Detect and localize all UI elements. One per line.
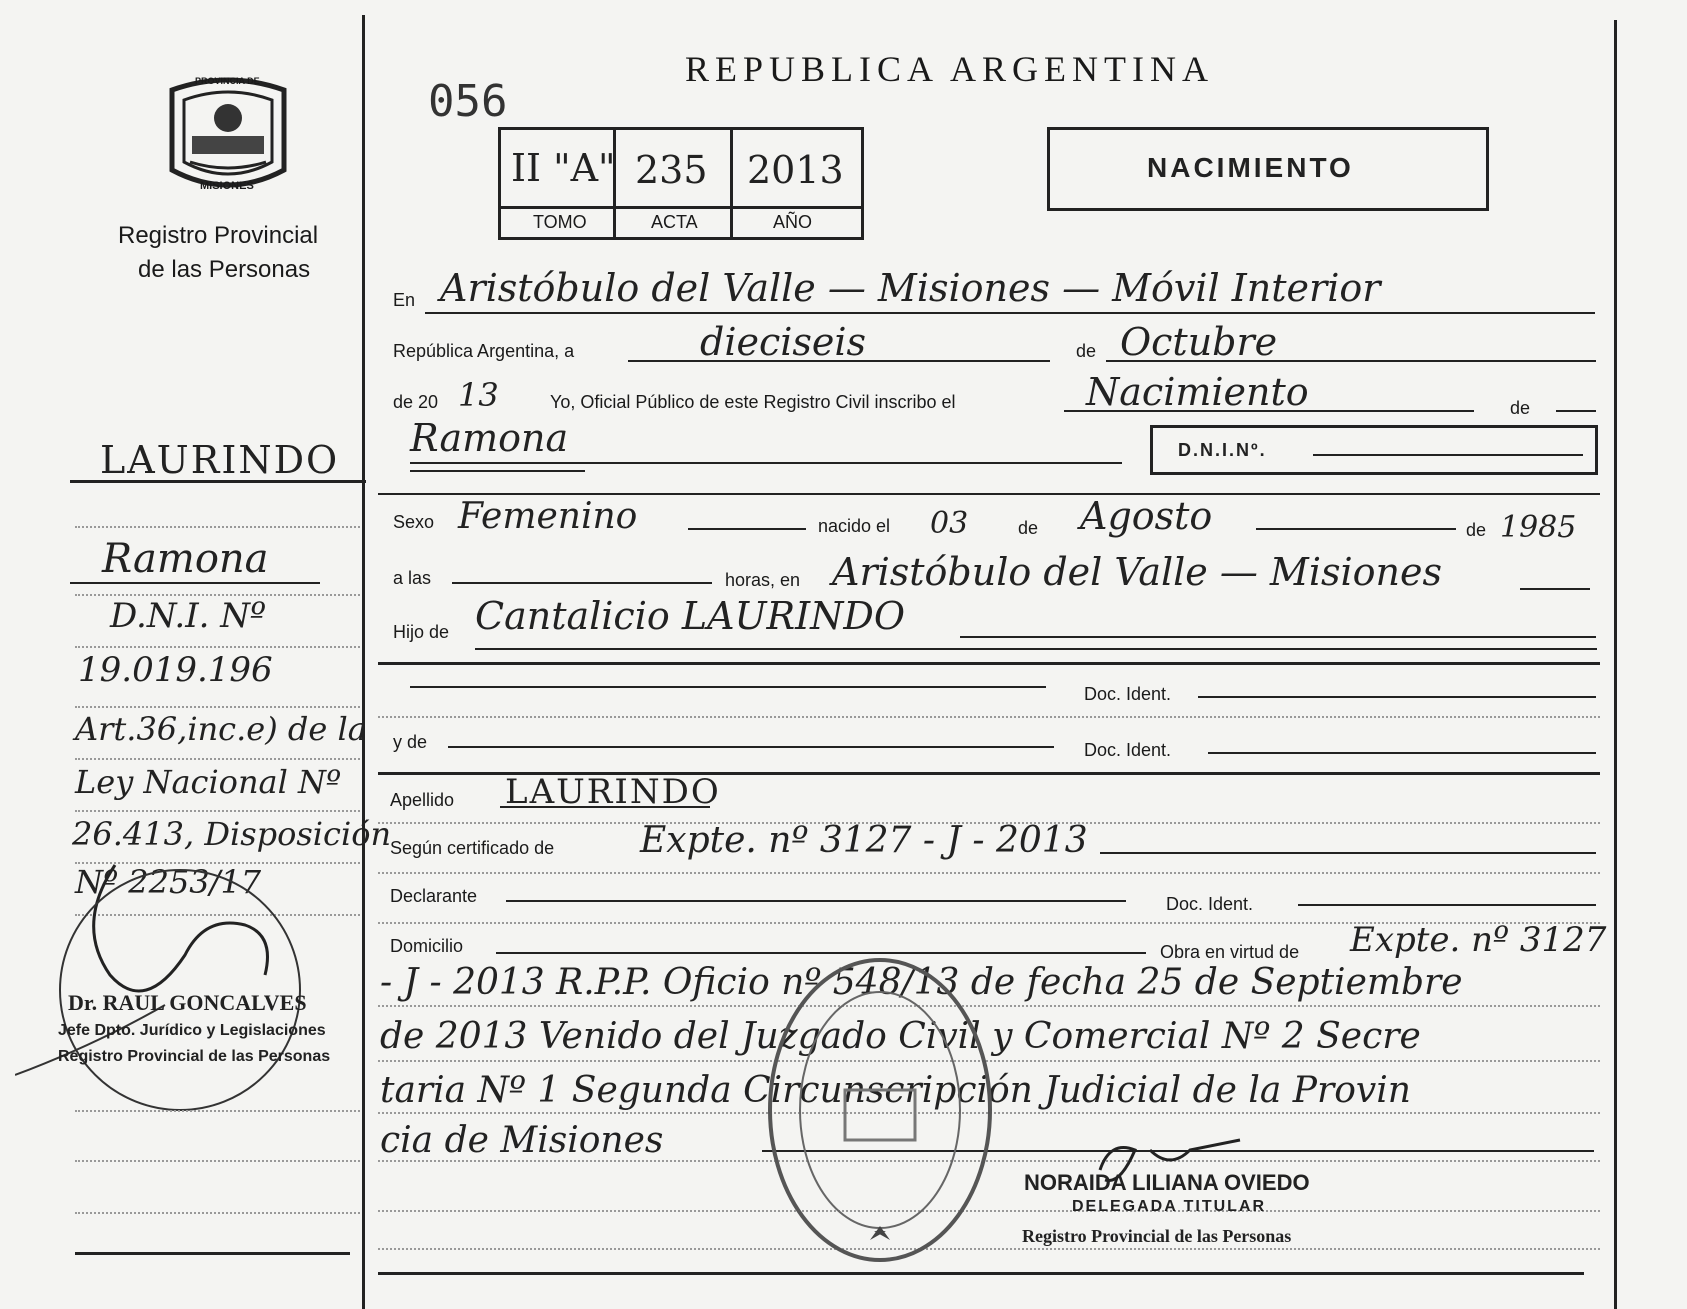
domicilio-label: Domicilio bbox=[390, 936, 464, 956]
sidebar-dots-3 bbox=[75, 646, 360, 648]
left-signature bbox=[15, 845, 315, 1125]
body-line-1: - J - 2013 R.P.P. Oficio nº 548/13 de fecha 25 de Septiembre bbox=[380, 962, 1463, 1003]
sidebar-surname-underline bbox=[70, 480, 366, 483]
birth-year-de: de bbox=[1466, 520, 1487, 540]
en-line bbox=[425, 312, 1595, 314]
sidebar-dots-4 bbox=[75, 706, 360, 708]
official-name: NORAIDA LILIANA OVIEDO bbox=[1024, 1170, 1310, 1195]
sidebar-note-line-6: Nº 2253/17 bbox=[75, 863, 262, 901]
day-value: dieciseis bbox=[700, 320, 867, 364]
tomo-value: II "A" bbox=[511, 146, 616, 190]
record-type: NACIMIENTO bbox=[1147, 152, 1354, 183]
horas-label: horas, en bbox=[725, 570, 801, 590]
month-line bbox=[1106, 360, 1596, 362]
sidebar-given-name-underline bbox=[70, 582, 320, 584]
record-type-box bbox=[1047, 127, 1489, 211]
segun-label: Según certificado de bbox=[390, 838, 555, 858]
left-signer-title-2: Registro Provincial de las Personas bbox=[58, 1048, 331, 1065]
act-value: Nacimiento bbox=[1086, 370, 1309, 414]
declarante-label: Declarante bbox=[390, 886, 478, 906]
de-line-2 bbox=[1556, 410, 1596, 412]
sidebar-note-line-3: Art.36,inc.e) de la bbox=[75, 710, 367, 748]
dni-box bbox=[1150, 425, 1598, 475]
obra-label: Obra en virtud de bbox=[1160, 942, 1300, 962]
birth-place-line bbox=[1520, 588, 1590, 590]
month-value: Octubre bbox=[1120, 320, 1278, 364]
republica-label: República Argentina, a bbox=[393, 341, 575, 361]
doc-ident-label-2: Doc. Ident. bbox=[1084, 740, 1172, 760]
de-label: de bbox=[1076, 341, 1097, 361]
en-label: En bbox=[393, 290, 416, 310]
doc-ident-label-3: Doc. Ident. bbox=[1166, 894, 1254, 914]
parent-1: Cantalicio LAURINDO bbox=[475, 594, 906, 638]
left-panel-border bbox=[362, 15, 365, 1309]
alas-line bbox=[452, 582, 712, 584]
sidebar-note-line-4: Ley Nacional Nº bbox=[75, 763, 342, 801]
tomo-label: TOMO bbox=[533, 212, 587, 232]
day-line bbox=[628, 360, 1050, 362]
year-value: 13 bbox=[458, 376, 499, 414]
sidebar-surname: LAURINDO bbox=[100, 438, 340, 482]
body-line-3: taria Nº 1 Segunda Circunscripción Judicial de la Provin bbox=[380, 1070, 1411, 1111]
nacido-label: nacido el bbox=[818, 516, 891, 536]
sidebar-dots-11 bbox=[75, 1212, 360, 1214]
en-value: Aristóbulo del Valle — Misiones — Móvil Interior bbox=[440, 266, 1381, 310]
doc-ident-label-1: Doc. Ident. bbox=[1084, 684, 1172, 704]
section-divider-1 bbox=[378, 493, 1600, 495]
alas-label: a las bbox=[393, 568, 432, 588]
country-title: REPUBLICA ARGENTINA bbox=[685, 49, 1215, 89]
sidebar-note-line-1: D.N.I. Nº bbox=[110, 596, 267, 636]
segun-value: Expte. nº 3127 - J - 2013 bbox=[640, 820, 1088, 861]
obra-value: Expte. nº 3127 bbox=[1350, 920, 1607, 960]
hijo-label: Hijo de bbox=[393, 622, 450, 642]
office-name-line1: Registro Provincial bbox=[118, 222, 319, 249]
apellido-line bbox=[500, 806, 710, 808]
body-line-4: cia de Misiones bbox=[380, 1120, 664, 1161]
sidebar-bottom-line bbox=[75, 1252, 350, 1255]
page-number: 056 bbox=[428, 76, 508, 127]
birth-day: 03 bbox=[930, 506, 969, 541]
declarante-line bbox=[506, 900, 1126, 902]
segun-line bbox=[1100, 852, 1596, 854]
official-office: Registro Provincial de las Personas bbox=[1022, 1226, 1292, 1246]
sidebar-given-name: Ramona bbox=[102, 536, 269, 582]
logo-top-text: PROVINCIA DE bbox=[195, 76, 260, 86]
year-prefix: de 20 bbox=[393, 392, 439, 412]
sidebar-dots-10 bbox=[75, 1160, 360, 1162]
de-label-3: de bbox=[1018, 518, 1039, 538]
yde-label: y de bbox=[393, 732, 428, 752]
sidebar-dots-1 bbox=[75, 526, 360, 528]
left-signer-name: Dr. RAUL GONCALVES bbox=[68, 990, 307, 1015]
acta-value: 235 bbox=[635, 148, 708, 192]
birth-month: Agosto bbox=[1080, 494, 1213, 538]
parent-1-underline-2 bbox=[378, 662, 1600, 665]
sidebar-dots-5 bbox=[75, 758, 360, 760]
name-line bbox=[410, 462, 1122, 464]
sexo-label: Sexo bbox=[393, 512, 435, 532]
act-line bbox=[1064, 410, 1474, 412]
de-label-2: de bbox=[1510, 398, 1531, 418]
segun-dots bbox=[378, 872, 1600, 874]
right-border bbox=[1614, 20, 1617, 1309]
parent-1-line bbox=[960, 636, 1596, 638]
dni-label: D.N.I.Nº. bbox=[1178, 440, 1267, 460]
yo-label: Yo, Oficial Público de este Registro Civil inscribo el bbox=[550, 392, 956, 412]
sexo-line bbox=[688, 528, 806, 530]
anio-value: 2013 bbox=[747, 148, 844, 192]
doc-ident-1-left bbox=[410, 686, 1046, 688]
office-name-line2: de las Personas bbox=[138, 256, 311, 283]
official-title: DELEGADA TITULAR bbox=[1072, 1198, 1267, 1215]
yde-line bbox=[448, 746, 1054, 748]
anio-label: AÑO bbox=[773, 212, 813, 232]
birth-month-line bbox=[1256, 528, 1456, 530]
doc-ident-1-dots bbox=[378, 716, 1600, 718]
sidebar-dots-6 bbox=[75, 810, 360, 812]
doc-ident-2-line bbox=[1208, 752, 1596, 754]
body-line-2: de 2013 Venido del Juzgado Civil y Comercial Nº 2 Secre bbox=[380, 1016, 1421, 1057]
doc-ident-3-line bbox=[1298, 904, 1596, 906]
sexo-value: Femenino bbox=[458, 496, 638, 537]
sidebar-note-line-5: 26.413, Disposición bbox=[72, 815, 392, 853]
sidebar-note-line-2: 19.019.196 bbox=[78, 650, 273, 690]
logo-bottom-text: MISIONES bbox=[200, 180, 254, 192]
bottom-border bbox=[378, 1272, 1584, 1275]
registry-box bbox=[498, 127, 864, 240]
parent-1-underline bbox=[475, 648, 1597, 650]
left-signer-title-1: Jefe Dpto. Jurídico y Legislaciones bbox=[58, 1022, 326, 1039]
birth-place: Aristóbulo del Valle — Misiones bbox=[832, 550, 1442, 594]
birth-year: 1985 bbox=[1500, 510, 1577, 545]
name-value: Ramona bbox=[410, 416, 569, 460]
name-underline-2 bbox=[410, 470, 585, 472]
official-round-stamp bbox=[760, 950, 1000, 1270]
apellido-label: Apellido bbox=[390, 790, 455, 810]
sidebar-dots-9 bbox=[75, 1110, 360, 1112]
doc-ident-1-right bbox=[1198, 696, 1596, 698]
apellido-value: LAURINDO bbox=[505, 772, 721, 812]
acta-label: ACTA bbox=[651, 212, 698, 232]
